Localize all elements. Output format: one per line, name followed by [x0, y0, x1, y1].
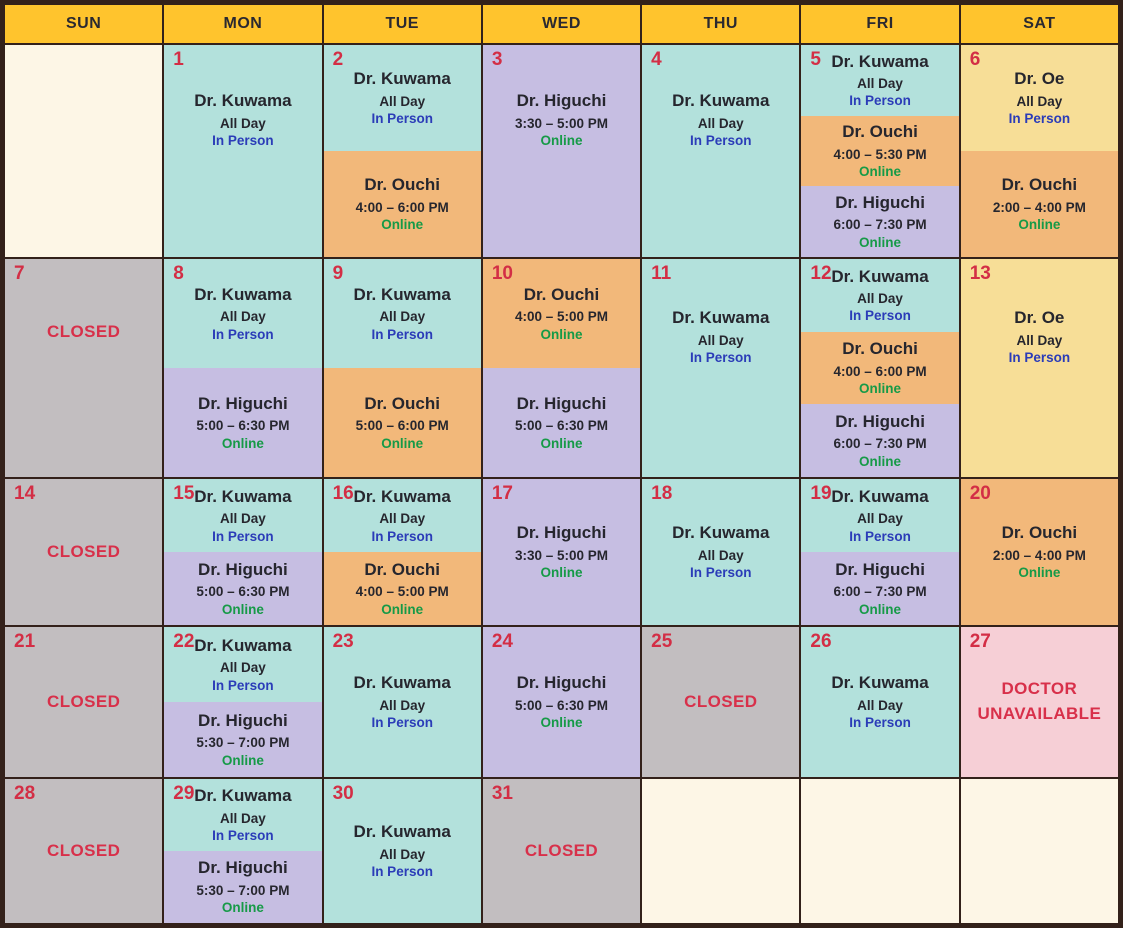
visit-mode: Online	[540, 435, 583, 451]
weekday-header-wed: WED	[483, 5, 640, 43]
day-cell-9	[324, 259, 481, 477]
visit-mode: In Person	[690, 133, 752, 149]
time-range: 5:00 – 6:00 PM	[355, 418, 449, 434]
day-cell-24	[483, 627, 640, 777]
doctor-name: Dr. Kuwama	[831, 486, 929, 506]
date-number: 6	[969, 49, 981, 70]
time-range: All Day	[697, 547, 744, 563]
visit-mode: Online	[1018, 217, 1061, 233]
doctor-name: Dr. Kuwama	[831, 51, 929, 71]
day-cell-11	[642, 259, 799, 477]
schedule-block	[801, 404, 958, 477]
date-number: 20	[969, 483, 991, 504]
time-range: All Day	[1016, 93, 1063, 109]
visit-mode: In Person	[212, 677, 274, 693]
time-range: 6:00 – 7:30 PM	[833, 584, 927, 600]
doctor-name: Dr. Ouchi	[364, 175, 440, 195]
doctor-name: Dr. Kuwama	[353, 69, 451, 89]
visit-mode: Online	[859, 381, 902, 397]
day-cell-31	[483, 779, 640, 923]
schedule-block	[961, 45, 1118, 151]
visit-mode: Online	[540, 715, 583, 731]
visit-mode: In Person	[690, 565, 752, 581]
status-label: CLOSED	[47, 321, 121, 341]
visit-mode: In Person	[1008, 350, 1071, 366]
time-range: 5:00 – 6:30 PM	[514, 418, 609, 434]
doctor-name: Dr. Kuwama	[831, 266, 929, 286]
time-range: 4:00 – 5:00 PM	[355, 584, 449, 600]
visit-mode: In Person	[849, 93, 911, 109]
day-cell-1	[164, 45, 321, 257]
visit-mode: Online	[381, 435, 424, 451]
day-cell-4	[642, 45, 799, 257]
doctor-name: Dr. Higuchi	[835, 193, 925, 212]
time-range: 6:00 – 7:30 PM	[833, 217, 927, 233]
visit-mode: In Person	[849, 715, 911, 731]
visit-mode: Online	[540, 326, 583, 342]
day-cell-empty	[5, 45, 162, 257]
day-cell-22	[164, 627, 321, 777]
time-range: All Day	[379, 309, 426, 325]
day-cell-10	[483, 259, 640, 477]
day-cell-6	[961, 45, 1118, 257]
schedule-block	[164, 851, 321, 923]
schedule-block	[801, 116, 958, 187]
time-range: All Day	[379, 511, 426, 527]
schedule-block	[324, 368, 481, 477]
day-cell-21	[5, 627, 162, 777]
visit-mode: In Person	[371, 111, 433, 127]
day-cell-20	[961, 479, 1118, 625]
date-number: 29	[173, 783, 195, 804]
date-number: 8	[173, 263, 184, 284]
weekday-header-mon: MON	[164, 5, 321, 43]
date-number: 10	[491, 263, 513, 284]
day-cell-5	[801, 45, 958, 257]
date-number: 31	[491, 783, 513, 804]
day-cell-2	[324, 45, 481, 257]
visit-mode: Online	[221, 435, 264, 451]
time-range: 5:00 – 6:30 PM	[196, 584, 290, 600]
doctor-name: Dr. Kuwama	[672, 308, 770, 328]
weekday-header-fri: FRI	[801, 5, 958, 43]
time-range: 5:30 – 7:00 PM	[196, 882, 290, 898]
schedule-block	[642, 259, 799, 477]
weekday-header-thu: THU	[642, 5, 799, 43]
weekday-header-sat: SAT	[961, 5, 1118, 43]
visit-mode: Online	[221, 601, 264, 617]
doctor-name: Dr. Ouchi	[364, 559, 440, 579]
time-range: 6:00 – 7:30 PM	[833, 436, 927, 452]
time-range: All Day	[220, 309, 266, 325]
day-cell-empty	[801, 779, 958, 923]
visit-mode: In Person	[371, 715, 433, 731]
doctor-name: Dr. Higuchi	[835, 559, 925, 579]
visit-mode: In Person	[212, 528, 274, 544]
visit-mode: Online	[540, 565, 583, 581]
visit-mode: In Person	[371, 864, 433, 880]
doctor-name: Dr. Kuwama	[194, 786, 292, 806]
doctor-name: Dr. Kuwama	[831, 673, 929, 693]
schedule-block	[642, 45, 799, 257]
day-cell-23	[324, 627, 481, 777]
schedule-block	[961, 151, 1118, 257]
date-number: 21	[14, 631, 36, 652]
date-number: 24	[491, 631, 513, 652]
visit-mode: Online	[381, 217, 424, 233]
date-number: 14	[14, 483, 36, 504]
doctor-name: Dr. Higuchi	[198, 393, 288, 413]
date-number: 17	[491, 483, 513, 504]
day-cell-26	[801, 627, 958, 777]
schedule-block	[801, 552, 958, 625]
date-number: 5	[810, 49, 821, 70]
visit-mode: In Person	[849, 528, 911, 544]
time-range: All Day	[220, 660, 266, 676]
time-range: All Day	[697, 115, 744, 131]
time-range: All Day	[857, 290, 903, 306]
visit-mode: Online	[221, 752, 264, 768]
day-cell-13	[961, 259, 1118, 477]
day-cell-18	[642, 479, 799, 625]
status-label: CLOSED	[47, 691, 121, 711]
date-number: 30	[332, 783, 354, 804]
visit-mode: In Person	[849, 308, 911, 324]
doctor-name: Dr. Kuwama	[194, 91, 292, 111]
day-cell-16	[324, 479, 481, 625]
day-cell-7	[5, 259, 162, 477]
date-number: 7	[14, 263, 25, 284]
date-number: 11	[651, 263, 672, 284]
doctor-name: Dr. Higuchi	[198, 559, 288, 579]
weekday-header-tue: TUE	[324, 5, 481, 43]
date-number: 13	[969, 263, 991, 284]
visit-mode: Online	[1018, 565, 1061, 581]
date-number: 16	[332, 483, 354, 504]
date-number: 18	[651, 483, 673, 504]
doctor-name: Dr. Kuwama	[353, 486, 451, 506]
visit-mode: In Person	[371, 528, 433, 544]
schedule-block	[801, 45, 958, 116]
day-cell-17	[483, 479, 640, 625]
schedule-block	[164, 259, 321, 368]
doctor-name: Dr. Ouchi	[1001, 175, 1078, 195]
day-cell-28	[5, 779, 162, 923]
status-label: CLOSED	[524, 840, 599, 860]
time-range: 3:30 – 5:00 PM	[514, 115, 609, 131]
day-cell-19	[801, 479, 958, 625]
time-range: All Day	[857, 697, 903, 713]
time-range: All Day	[697, 332, 744, 348]
schedule-block	[961, 259, 1118, 477]
time-range: All Day	[379, 697, 426, 713]
doctor-name: Dr. Higuchi	[516, 523, 607, 543]
day-cell-3	[483, 45, 640, 257]
time-range: All Day	[379, 846, 426, 862]
date-number: 26	[810, 631, 832, 652]
date-number: 28	[14, 783, 36, 804]
time-range: All Day	[220, 810, 266, 826]
day-cell-empty	[642, 779, 799, 923]
visit-mode: Online	[221, 900, 264, 916]
doctor-name: Dr. Ouchi	[842, 122, 918, 142]
doctor-name: Dr. Higuchi	[516, 393, 607, 413]
visit-mode: Online	[859, 164, 902, 180]
day-cell-empty	[961, 779, 1118, 923]
visit-mode: In Person	[212, 828, 274, 844]
time-range: All Day	[220, 511, 266, 527]
doctor-name: Dr. Higuchi	[198, 858, 288, 878]
day-cell-29	[164, 779, 321, 923]
date-number: 1	[173, 49, 184, 70]
date-number: 25	[651, 631, 673, 652]
date-number: 12	[810, 263, 832, 284]
day-cell-8	[164, 259, 321, 477]
doctor-name: Dr. Ouchi	[1001, 523, 1078, 543]
day-cell-15	[164, 479, 321, 625]
date-number: 15	[173, 483, 195, 504]
doctor-name: Dr. Kuwama	[353, 284, 451, 304]
visit-mode: Online	[859, 601, 902, 617]
time-range: All Day	[857, 511, 903, 527]
time-range: All Day	[1016, 332, 1063, 348]
schedule-block	[324, 259, 481, 368]
visit-mode: In Person	[690, 350, 752, 366]
schedule-block	[801, 186, 958, 257]
status-label: CLOSED	[684, 691, 758, 711]
time-range: 2:00 – 4:00 PM	[992, 199, 1086, 215]
schedule-block	[324, 151, 481, 257]
time-range: 2:00 – 4:00 PM	[992, 547, 1086, 563]
visit-mode: In Person	[1008, 111, 1071, 127]
visit-mode: Online	[859, 234, 902, 250]
doctor-name: Dr. Kuwama	[672, 91, 770, 111]
schedule-block	[164, 45, 321, 257]
visit-mode: Online	[859, 453, 902, 469]
time-range: All Day	[379, 93, 426, 109]
schedule-block	[801, 332, 958, 405]
doctor-name: Dr. Kuwama	[672, 523, 770, 543]
schedule-block	[164, 368, 321, 477]
status-label: DOCTOR UNAVAILABLE	[977, 679, 1102, 723]
date-number: 4	[651, 49, 662, 70]
doctor-name: Dr. Higuchi	[516, 91, 607, 111]
doctor-name: Dr. Higuchi	[835, 412, 925, 431]
day-cell-27	[961, 627, 1118, 777]
time-range: All Day	[220, 115, 266, 131]
time-range: 5:00 – 6:30 PM	[514, 697, 609, 713]
doctor-name: Dr. Kuwama	[194, 284, 292, 304]
doctor-name: Dr. Kuwama	[194, 635, 292, 655]
date-number: 19	[810, 483, 832, 504]
date-number: 9	[332, 263, 344, 284]
visit-mode: In Person	[212, 133, 274, 149]
doctor-name: Dr. Ouchi	[364, 393, 440, 413]
time-range: 3:30 – 5:00 PM	[514, 547, 609, 563]
date-number: 2	[332, 49, 344, 70]
day-cell-12	[801, 259, 958, 477]
schedule-block	[483, 45, 640, 257]
doctor-name: Dr. Higuchi	[516, 673, 607, 693]
status-label: CLOSED	[47, 541, 121, 561]
doctor-name: Dr. Kuwama	[194, 486, 292, 506]
day-cell-14	[5, 479, 162, 625]
schedule-block	[324, 552, 481, 625]
visit-mode: In Person	[371, 326, 433, 342]
doctor-name: Dr. Ouchi	[523, 284, 600, 304]
visit-mode: In Person	[212, 326, 274, 342]
schedule-block	[483, 368, 640, 477]
schedule-block	[324, 45, 481, 151]
time-range: 4:00 – 6:00 PM	[833, 363, 927, 379]
date-number: 27	[969, 631, 991, 652]
time-range: All Day	[857, 75, 903, 91]
time-range: 5:00 – 6:30 PM	[196, 418, 290, 434]
time-range: 5:30 – 7:00 PM	[196, 735, 290, 751]
doctor-name: Dr. Kuwama	[353, 673, 451, 693]
day-cell-25	[642, 627, 799, 777]
time-range: 4:00 – 5:30 PM	[833, 146, 927, 162]
status-label: CLOSED	[47, 840, 121, 860]
date-number: 22	[173, 631, 195, 652]
doctor-name: Dr. Oe	[1014, 69, 1065, 89]
doctor-name: Dr. Kuwama	[353, 822, 451, 842]
date-number: 3	[491, 49, 503, 70]
time-range: 4:00 – 6:00 PM	[355, 199, 449, 215]
schedule-block	[164, 552, 321, 625]
weekday-header-sun: SUN	[5, 5, 162, 43]
schedule-block	[164, 702, 321, 777]
status-wrap	[5, 259, 162, 477]
doctor-name: Dr. Oe	[1014, 308, 1065, 328]
visit-mode: Online	[540, 133, 583, 149]
date-number: 23	[332, 631, 354, 652]
day-cell-30	[324, 779, 481, 923]
time-range: 4:00 – 5:00 PM	[514, 309, 609, 325]
doctor-name: Dr. Ouchi	[842, 339, 918, 359]
doctor-name: Dr. Higuchi	[198, 710, 288, 730]
visit-mode: Online	[381, 601, 424, 617]
